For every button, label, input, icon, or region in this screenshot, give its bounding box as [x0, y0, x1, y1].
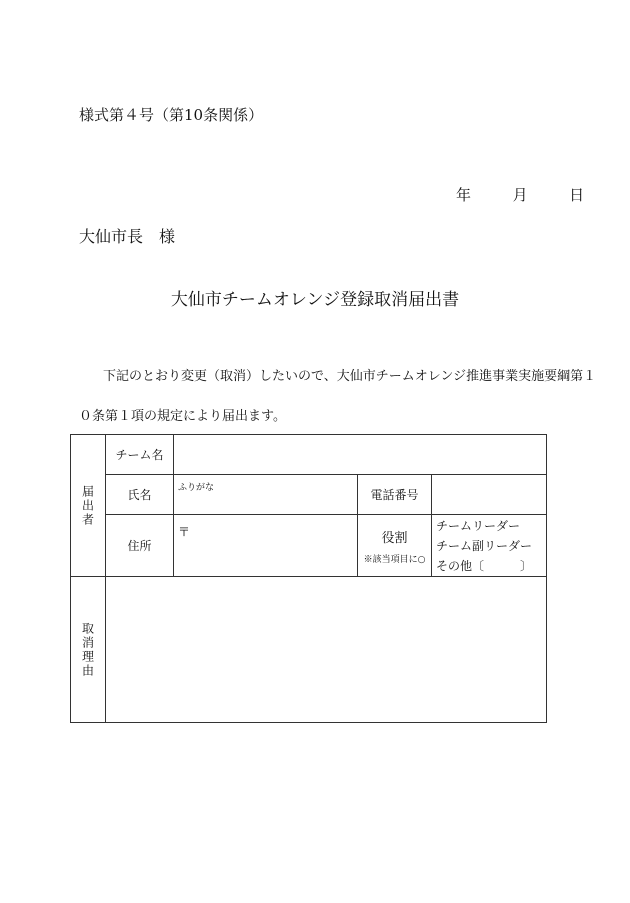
- name-label: 氏名: [106, 475, 174, 515]
- role-option-sub-leader[interactable]: チーム副リーダー: [436, 538, 533, 553]
- date-year: 年: [456, 186, 472, 204]
- role-option-other[interactable]: その他〔 〕: [436, 558, 533, 573]
- date-month: 月: [512, 186, 528, 204]
- role-label: 役割: [381, 530, 408, 546]
- name-field[interactable]: [174, 475, 358, 515]
- phone-label: 電話番号: [358, 475, 432, 515]
- document-title: 大仙市チームオレンジ登録取消届出書: [170, 290, 460, 310]
- reason-field[interactable]: [106, 577, 547, 723]
- date-line: [456, 184, 584, 205]
- reason-label: 取消理由: [80, 621, 95, 678]
- role-option-leader[interactable]: チームリーダー: [436, 518, 521, 533]
- team-name-field[interactable]: [174, 435, 547, 475]
- notifier-label-cell: [71, 435, 106, 577]
- date-day: 日: [569, 186, 585, 204]
- team-name-label: チーム名: [106, 435, 174, 475]
- address-field[interactable]: [174, 515, 358, 577]
- body-text-line-1: 下記のとおり変更（取消）したいので、大仙市チームオレンジ推進事業実施要綱第１: [103, 369, 597, 384]
- furigana-label: ふりがな: [178, 483, 215, 493]
- notification-form-table: [70, 434, 547, 723]
- postal-mark: 〒: [178, 525, 191, 539]
- reason-label-cell: [71, 577, 106, 723]
- role-options: [432, 515, 547, 577]
- notifier-label: 届出者: [80, 484, 95, 527]
- phone-field[interactable]: [432, 475, 547, 515]
- role-label-cell: [358, 515, 432, 577]
- role-note: ※該当項目に○: [363, 554, 426, 565]
- address-label: 住所: [106, 515, 174, 577]
- form-number: 様式第４号（第10条関係）: [79, 106, 264, 124]
- addressee: 大仙市長 様: [79, 227, 176, 246]
- body-text-line-2: ０条第１項の規定により届出ます。: [79, 409, 286, 424]
